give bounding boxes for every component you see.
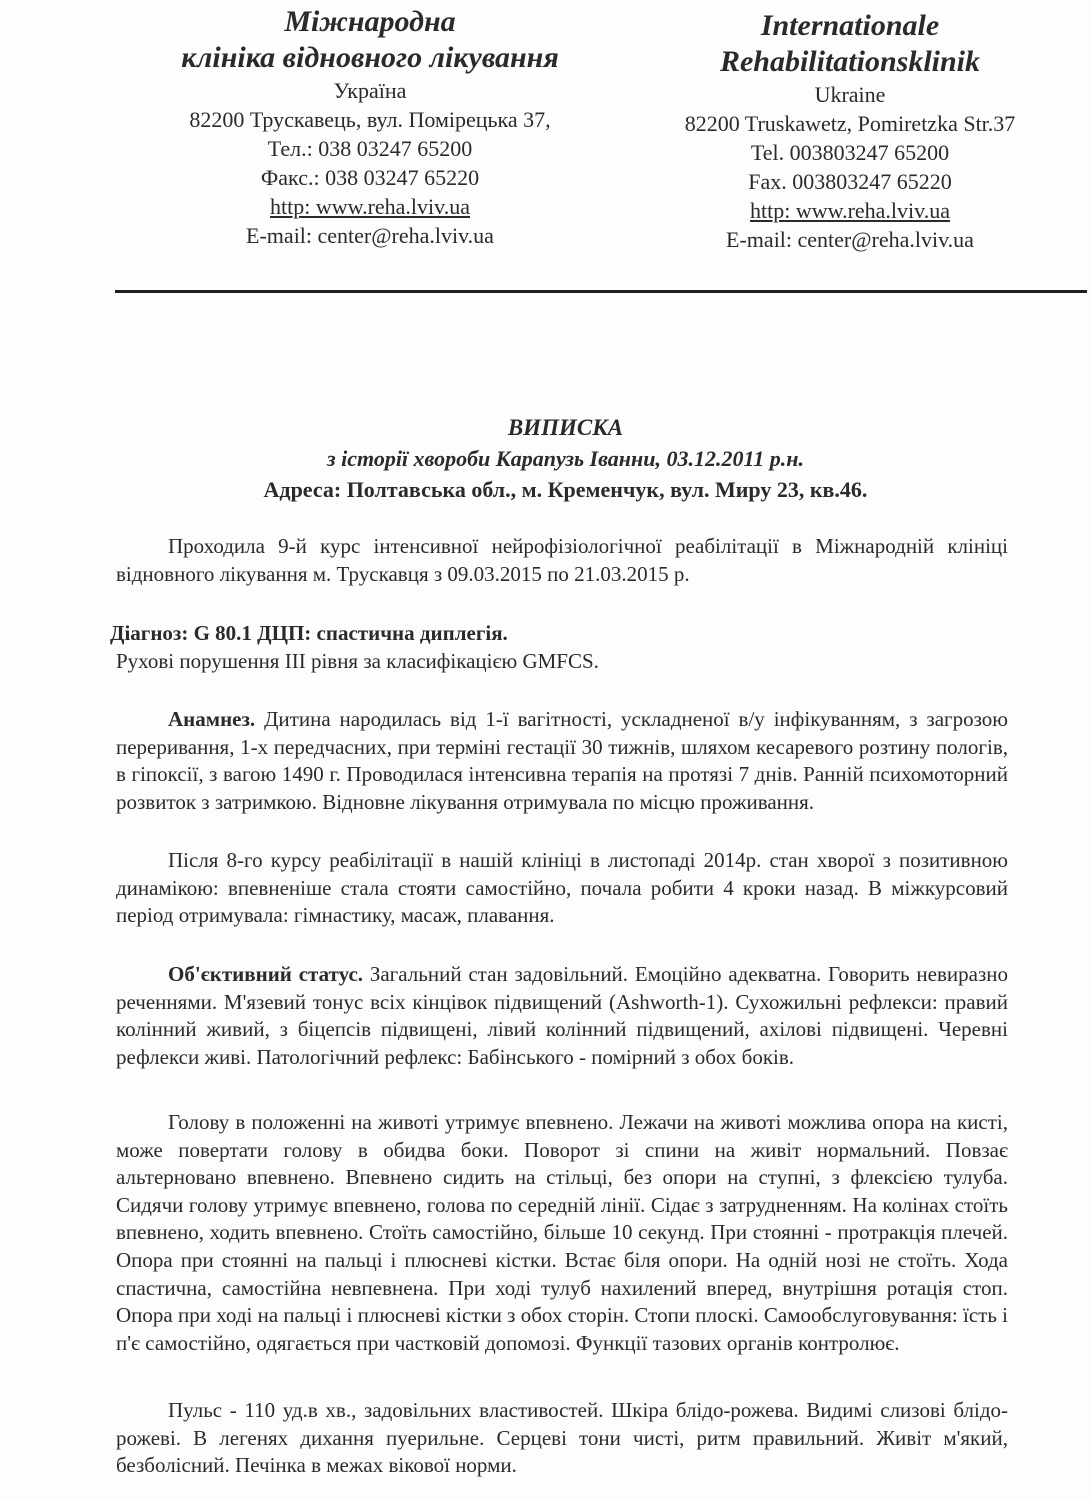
- clinic-email-de: E-mail: center@reha.lviv.ua: [726, 227, 974, 252]
- clinic-fax-uk: Факс.: 038 03247 65220: [260, 165, 480, 190]
- followup-paragraph: Після 8-го курсу реабілітації в нашій клініці в листопаді 2014р. стан хворої з позитивною динамікою: впевненіше стала стояти самостійно, почала робити 4 кроки назад. В міжкурсовий період отримувала: гімнастику, масаж, плавання.: [116, 848, 1008, 928]
- clinic-website-uk: http: www.reha.lviv.ua: [270, 194, 470, 219]
- clinic-name-line1-de: Internationale: [760, 9, 940, 42]
- document-title: ВИПИСКА: [507, 415, 624, 440]
- letterhead-divider: [115, 290, 1087, 293]
- course-paragraph: Проходила 9-й курс інтенсивної нейрофізіологічної реабілітації в Міжнародній клініці відновного лікування м. Трускавця з 09.03.2015 по 21.03.2015 р.: [116, 534, 1008, 586]
- motor-classification-line: Рухові порушення III рівня за класифікацією GMFCS.: [116, 649, 599, 673]
- clinic-address-uk: 82200 Трускавець, вул. Помірецька 37,: [189, 107, 551, 132]
- clinic-fax-de: Fax. 003803247 65220: [748, 169, 952, 194]
- clinic-country-de: Ukraine: [814, 82, 886, 107]
- clinic-email-uk: E-mail: center@reha.lviv.ua: [246, 223, 494, 248]
- anamnesis-label: Анамнез.: [168, 707, 256, 731]
- clinic-country-uk: Україна: [333, 78, 407, 103]
- patient-address: Адреса: Полтавська обл., м. Кременчук, вул. Миру 23, кв.46.: [263, 477, 868, 502]
- letterhead-german: [610, 0, 1090, 254]
- anamnesis-text: Дитина народилась від 1-ї вагітності, ускладненої в/у інфікуванням, з загрозою переривання, 1-х передчасних, при терміні гестації 30 тижнів, шляхом кесаревого розтину пологів, в гіпоксії, з вагою 1490 г. Проводилася інтенсивна терапія на протязі 7 днів. Ранній психомоторний розвиток з затримкою. Відновне лікування отримувала по місцю проживання.: [116, 707, 1008, 814]
- clinic-phone-uk: Тел.: 038 03247 65200: [267, 136, 473, 161]
- clinic-address-de: 82200 Truskawetz, Pomiretzka Str.37: [684, 111, 1016, 136]
- document-heading: [0, 412, 1091, 505]
- letterhead-ukrainian: [120, 0, 620, 250]
- diagnosis-line: Діагноз: G 80.1 ДЦП: спастична диплегія.: [110, 621, 508, 645]
- clinic-name-line2-uk: клініка відновного лікування: [181, 41, 559, 74]
- diagnosis-block: [110, 619, 1010, 675]
- vitals-paragraph: Пульс - 110 уд.в хв., задовільних властивостей. Шкіра блідо-рожева. Видимі слизові блідо-рожеві. В легенях дихання пуерильне. Серцеві тони чисті, ритм правильний. Живіт м'який, безболісний. Печінка в межах вікової норми.: [116, 1398, 1008, 1478]
- motor-status-paragraph: Голову в положенні на животі утримує впевнено. Лежачи на животі можлива опора на кисті, може повертати голову в обидва боки. Поворот зі спини на живіт нормальний. Повзає альтерновано впевнено. Впевнено сидить на стільці, без опори на ступні, з флексією тулуба. Сидячи голову утримує впевнено, голова по середній лінії. Сідає з затрудненням. На колінах стоїть впевнено, ходить впевнено. Стоїть самостійно, більше 10 секунд. При стоянні - протракція плечей. Опора при стоянні на пальці і плюсневі кістки. Встає біля опори. На одній нозі не стоїть. Хода спастична, самостійна невпевнена. При ході тулуб нахилений вперед, внутрішня ротація стоп. Опора при ході на пальці і плюсневі кістки з обох сторін. Стопи плоскі. Самообслуговування: їсть і п'є самостійно, одягається при частковій допомозі. Функції тазових органів контролює.: [116, 1110, 1008, 1355]
- clinic-phone-de: Tel. 003803247 65200: [750, 140, 950, 165]
- clinic-name-line1-uk: Міжнародна: [284, 5, 456, 38]
- objective-text: Загальний стан задовільний. Емоційно адекватна. Говорить невиразно реченнями. М'язевий тонус всіх кінцівок підвищений (Ashworth-1). Сухожильні рефлекси: правий колінний живий, з біцепсів підвищені, лівий колінний підвищений, ахілові підвищені. Черевні рефлекси живі. Патологічний рефлекс: Бабінського - помірний з обох боків.: [116, 962, 1008, 1069]
- objective-label: Об'єктивний статус.: [168, 962, 364, 986]
- anamnesis-paragraph: [116, 706, 1008, 816]
- clinic-website-de: http: www.reha.lviv.ua: [750, 198, 950, 223]
- clinic-name-line2-de: Rehabilitationsklinik: [719, 45, 981, 78]
- objective-paragraph: [116, 961, 1008, 1071]
- document-subtitle: з історії хвороби Карапузь Іванни, 03.12.2011 р.н.: [327, 446, 804, 471]
